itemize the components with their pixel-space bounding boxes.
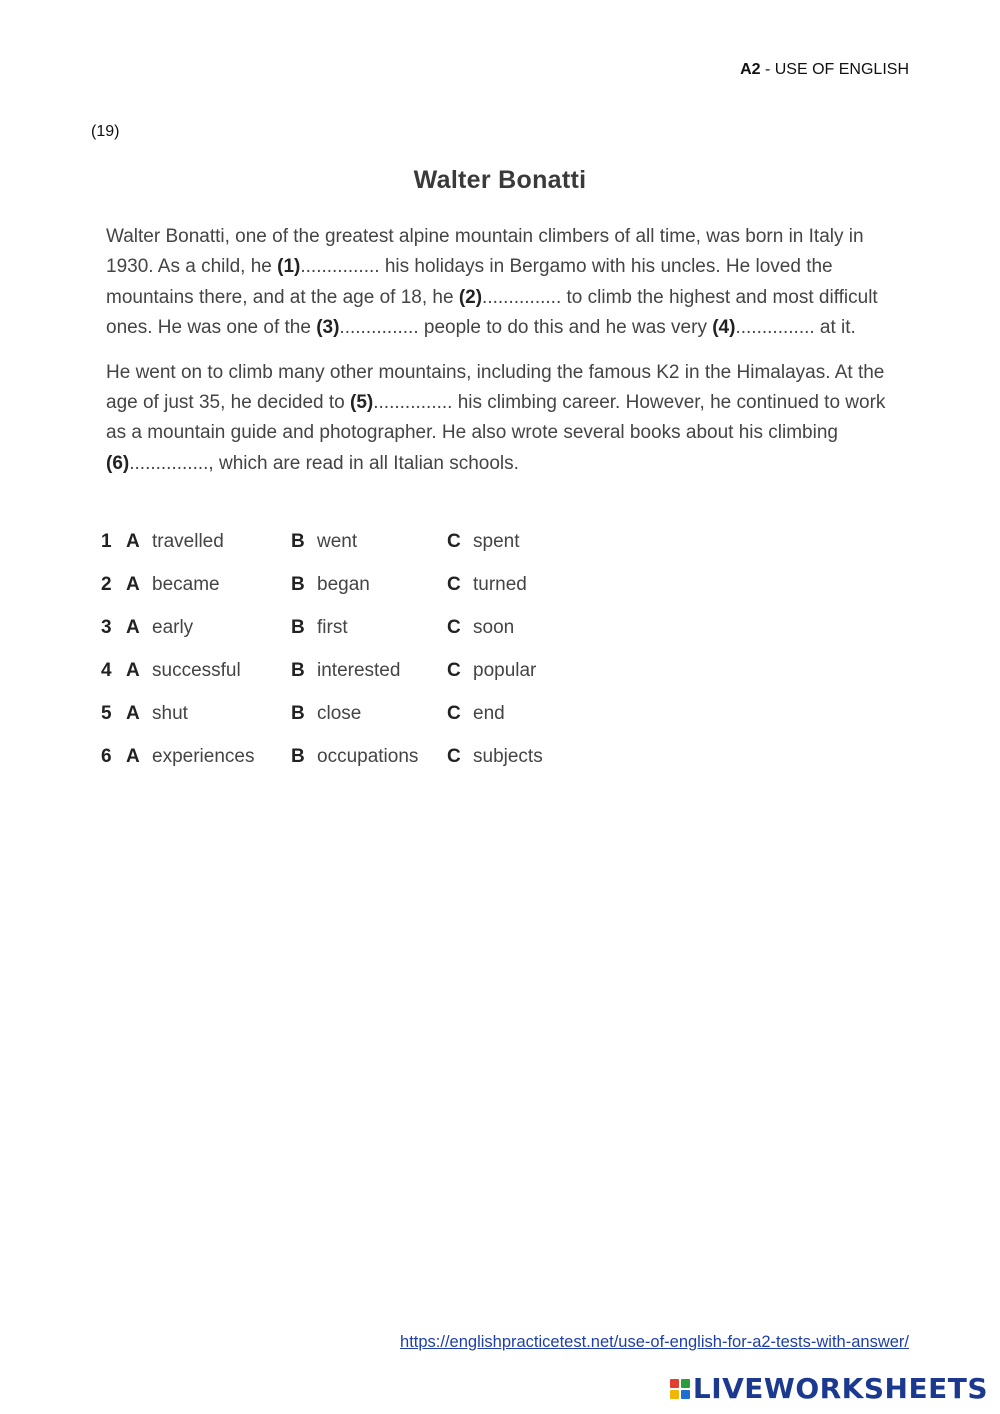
- option-letter-a: A: [126, 617, 140, 638]
- option-letter-a: A: [126, 531, 140, 552]
- option-letter-c: C: [447, 574, 461, 595]
- option-letter-b: B: [291, 574, 305, 595]
- passage-text: He went on to climb many other mountains, including the famous K2 in the Himalayas. At the age of just 35, he decided to: [106, 361, 885, 414]
- option-letter-b: B: [291, 660, 305, 681]
- option-letter-c: C: [447, 746, 461, 767]
- logo-square: [670, 1379, 679, 1388]
- option-b[interactable]: occupations: [317, 746, 419, 767]
- logo-square: [681, 1390, 690, 1399]
- option-letter-c: C: [447, 660, 461, 681]
- option-letter-c: C: [447, 617, 461, 638]
- gap-marker-1: (1): [277, 256, 301, 278]
- option-a[interactable]: became: [152, 574, 220, 595]
- option-letter-c: C: [447, 531, 461, 552]
- option-letter-b: B: [291, 617, 305, 638]
- test-number: (19): [91, 123, 120, 140]
- gap-marker-3: (3): [316, 317, 340, 339]
- source-link[interactable]: https://englishpracticetest.net/use-of-english-for-a2-tests-with-answer/: [400, 1333, 909, 1351]
- gap-blank: ............... at it.: [735, 317, 856, 339]
- gap-blank: ............... his holidays in Bergamo with his uncles. He loved the mountains there, and at the age of 18, he: [106, 256, 833, 308]
- option-letter-a: A: [126, 660, 140, 681]
- option-letter-c: C: [447, 703, 461, 724]
- option-a[interactable]: travelled: [152, 531, 224, 552]
- option-c[interactable]: soon: [473, 617, 515, 638]
- level-label: A2: [740, 61, 761, 78]
- gap-blank: ..............., which are read in all Italian schools.: [129, 452, 519, 474]
- question-number: 5: [101, 703, 112, 724]
- option-b[interactable]: went: [317, 531, 358, 552]
- section-label: - USE OF ENGLISH: [760, 61, 909, 78]
- option-letter-a: A: [126, 574, 140, 595]
- liveworksheets-logo[interactable]: [670, 1372, 988, 1405]
- option-letter-a: A: [126, 746, 140, 767]
- gap-blank: ............... people to do this and he was very: [339, 317, 713, 339]
- option-b[interactable]: first: [317, 617, 348, 638]
- passage-paragraph-1: [106, 222, 906, 344]
- question-number: 2: [101, 574, 112, 595]
- page-header-label: [740, 61, 909, 79]
- question-number: 3: [101, 617, 112, 638]
- gap-marker-2: (2): [458, 286, 483, 308]
- question-number: 4: [101, 660, 112, 681]
- logo-icon: [670, 1379, 690, 1399]
- option-a[interactable]: successful: [152, 660, 241, 681]
- option-b[interactable]: interested: [317, 660, 401, 681]
- logo-square: [670, 1390, 679, 1399]
- option-b[interactable]: began: [317, 574, 370, 595]
- option-letter-b: B: [291, 703, 305, 724]
- gap-marker-4: (4): [712, 317, 736, 339]
- option-a[interactable]: early: [152, 617, 194, 638]
- option-c[interactable]: subjects: [473, 746, 543, 767]
- option-letter-b: B: [291, 531, 305, 552]
- question-number: 6: [101, 746, 112, 767]
- option-c[interactable]: popular: [473, 660, 537, 681]
- gap-marker-5: (5): [350, 392, 374, 414]
- gap-marker-6: (6): [106, 452, 130, 474]
- gap-blank: ............... to climb the highest and most difficult ones. He was one of the: [106, 286, 878, 339]
- logo-text: LIVEWORKSHEETS: [692, 1372, 988, 1405]
- page-title: Walter Bonatti: [413, 166, 587, 194]
- option-a[interactable]: shut: [152, 703, 188, 724]
- question-number: 1: [101, 531, 112, 552]
- passage-paragraph-2: [106, 358, 906, 480]
- option-letter-b: B: [291, 746, 305, 767]
- option-letter-a: A: [126, 703, 140, 724]
- reading-passage: [106, 222, 906, 493]
- option-c[interactable]: end: [473, 703, 505, 724]
- option-b[interactable]: close: [317, 703, 362, 724]
- passage-text: Walter Bonatti, one of the greatest alpine mountain climbers of all time, was born in Italy in 1930. As a child, he: [106, 226, 864, 278]
- option-c[interactable]: turned: [473, 574, 527, 595]
- gap-blank: ............... his climbing career. However, he continued to work as a mountain guide and photographer. He also wrote several books about his climbing: [106, 392, 886, 444]
- option-a[interactable]: experiences: [152, 746, 255, 767]
- option-c[interactable]: spent: [473, 531, 520, 552]
- logo-square: [681, 1379, 690, 1388]
